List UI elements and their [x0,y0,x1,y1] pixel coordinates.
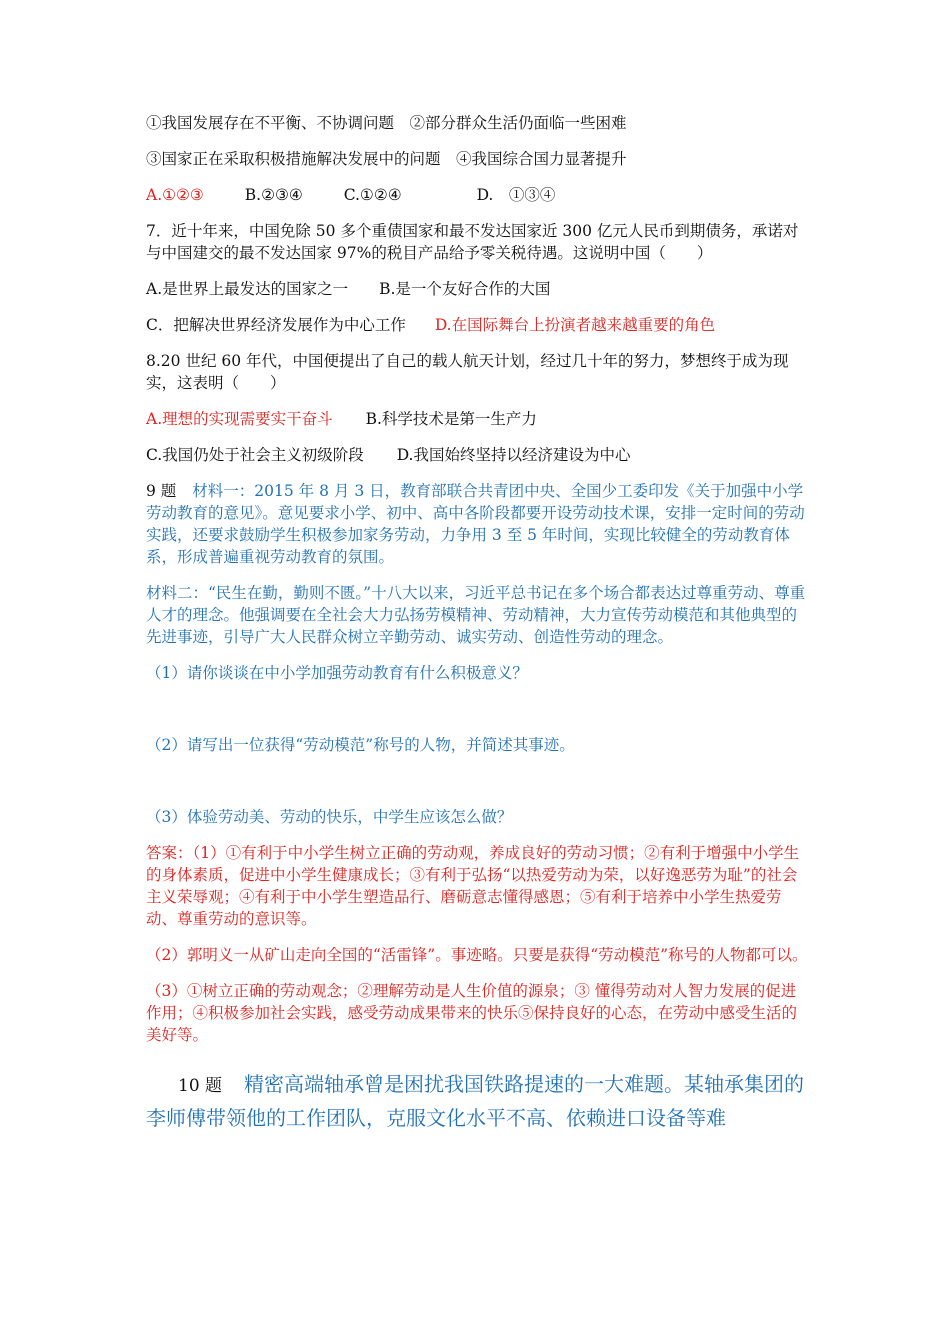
q9-question-1: （1）请你谈谈在中小学加强劳动教育有什么积极意义？ [146,664,528,682]
q9-answer-1: 答案：（1）①有利于中小学生树立正确的劳动观，养成良好的劳动习惯；②有利于增强中小学生的身体素质，促进中小学生健康成长；③有利于弘扬“以热爱劳动为荣，以好逸恶劳为耻”的社会主义荣辱观；④有利于中小学生塑造品行、磨砺意志懂得感恩；⑤有利于培养中小学生热爱劳动、尊重劳动的意识等。 [146,844,800,928]
q7-choice-c: C．把解决世界经济发展作为中心工作 [146,316,406,334]
q9-label: 9 题 [146,482,177,500]
q7-choices-row-1 [146,278,810,300]
q7-choice-b: B.是一个友好合作的大国 [379,280,551,298]
q7-choice-d: D.在国际舞台上扮演者越来越重要的角色 [434,316,716,334]
q6-choice-c: C.①②④ [343,186,402,204]
q7-choice-a: A.是世界上最发达的国家之一 [146,280,349,298]
q8-choice-a: A.理想的实现需要实干奋斗 [146,410,333,428]
q8-choice-c: C.我国仍处于社会主义初级阶段 [146,446,364,464]
q10-paragraph [146,1068,810,1134]
q6-choice-d: D. ①③④ [476,186,556,204]
q8-stem: 8.20 世纪 60 年代，中国便提出了自己的载人航天计划，经过几十年的努力，梦想终于成为现实，这表明（ ） [146,352,789,392]
q8-choices-row-2 [146,444,810,466]
q9-material-1 [146,480,810,568]
q6-option-line-1: ①我国发展存在不平衡、不协调问题 ②部分群众生活仍面临一些困难 [146,114,627,132]
q7-choices-row-2 [146,314,810,336]
q8-choices-row-1 [146,408,810,430]
q7-stem: 7．近十年来，中国免除 50 多个重债国家和最不发达国家近 300 亿元人民币到期债务，承诺对与中国建交的最不发达国家 97%的税目产品给予零关税待遇。这说明中国（ ） [146,222,799,262]
q6-choice-a: A.①②③ [146,186,204,204]
q6-choices [146,184,810,206]
q6-choice-b: B.②③④ [244,186,303,204]
document-page [146,112,810,1134]
q9-material-2: 材料二：“民生在勤，勤则不匮。”十八大以来，习近平总书记在多个场合都表达过尊重劳动、尊重人才的理念。他强调要在全社会大力弘扬劳模精神、劳动精神，大力宣传劳动模范和其他典型的先进事迹，引导广大人民群众树立辛勤劳动、诚实劳动、创造性劳动的理念。 [146,584,806,646]
q9-answer-2: （2）郭明义一从矿山走向全国的“活雷锋”。事迹略。只要是获得“劳动模范”称号的人物都可以。 [146,946,808,964]
q10-text: 精密高端轴承曾是困扰我国铁路提速的一大难题。某轴承集团的李师傅带领他的工作团队，克服文化水平不高、依赖进口设备等难 [146,1072,805,1130]
q6-option-line-2: ③国家正在采取积极措施解决发展中的问题 ④我国综合国力显著提升 [146,150,627,168]
q9-material-1-text: 材料一：2015 年 8 月 3 日，教育部联合共青团中央、全国少工委印发《关于加强中小学劳动教育的意见》。意见要求小学、初中、高中各阶段都要开设劳动技术课，安排一定时间的劳动实践，还要求鼓励学生积极参加家务劳动，力争用 3 至 5 年时间，实现比较健全的劳动教育体系，形成普遍重视劳动教育的氛围。 [146,482,805,566]
q8-choice-d: D.我国始终坚持以经济建设为中心 [396,446,631,464]
q9-answer-3: （3）①树立正确的劳动观念；②理解劳动是人生价值的源泉；③ 懂得劳动对人智力发展的促进作用；④积极参加社会实践，感受劳动成果带来的快乐⑤保持良好的心态，在劳动中感受生活的美好等。 [146,982,798,1044]
q8-choice-b: B.科学技术是第一生产力 [365,410,537,428]
q9-question-2: （2）请写出一位获得“劳动模范”称号的人物，并简述其事迹。 [146,736,575,754]
q9-question-3: （3）体验劳动美、劳动的快乐，中学生应该怎么做？ [146,808,513,826]
q10-label: 10 题 [178,1076,223,1096]
